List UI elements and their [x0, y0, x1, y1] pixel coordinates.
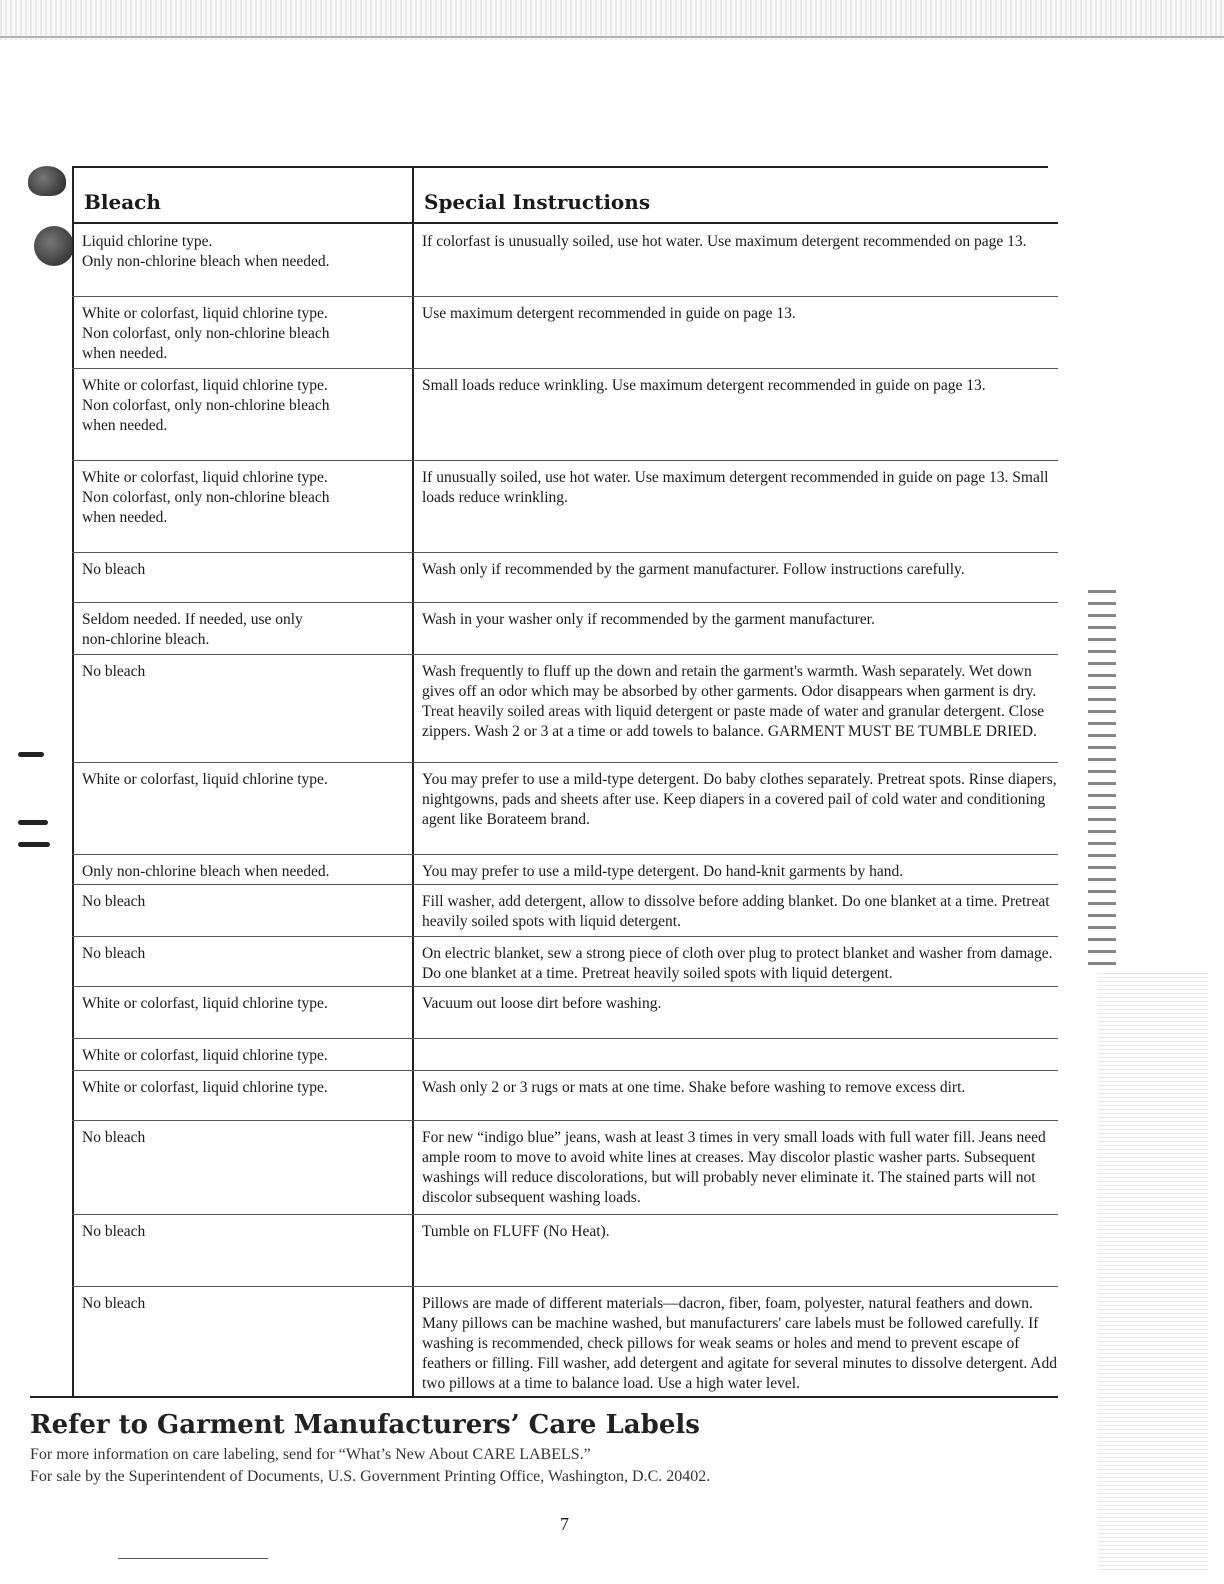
bleach-cell: No bleach — [82, 663, 146, 680]
bleach-cell: White or colorfast, liquid chlorine type. — [82, 1047, 328, 1064]
page-number: 7 — [560, 1514, 569, 1534]
bleach-cell: White or colorfast, liquid chlorine type. Non colorfast, only non-chlorine bleach when needed. — [82, 305, 330, 362]
table-row — [72, 1038, 1058, 1071]
bleach-cell: White or colorfast, liquid chlorine type. Non colorfast, only non-chlorine bleach when needed. — [82, 377, 330, 434]
table-row — [72, 224, 1058, 297]
special-cell: Fill washer, add detergent, allow to dissolve before adding blanket. Do one blanket at a time. Pretreat heavily soiled spots with liquid detergent. — [422, 893, 1050, 930]
special-cell: Wash only 2 or 3 rugs or mats at one time. Shake before washing to remove excess dirt. — [422, 1079, 966, 1096]
scan-artifact-right-noise — [1098, 970, 1208, 1570]
bleach-cell: No bleach — [82, 1129, 146, 1146]
special-cell: If unusually soiled, use hot water. Use maximum detergent recommended in guide on page 13. Small loads reduce wrinkling. — [422, 469, 1049, 506]
table-row — [72, 884, 1058, 937]
bleach-cell: White or colorfast, liquid chlorine type. Non colorfast, only non-chlorine bleach when needed. — [82, 469, 330, 526]
special-cell: Wash frequently to fluff up the down and retain the garment's warmth. Wash separately. Wet down gives off an odor which may be absorbed by other garments. Odor disappears when garment is dry. Treat heavily soiled areas with liquid detergent or paste made of water and granular detergent. Close zippers. Wash 2 or 3 at a time or add towels to balance. GARMENT MUST BE TUMBLE DRIED. — [422, 663, 1045, 740]
bleach-cell: Seldom needed. If needed, use only non-chlorine bleach. — [82, 611, 303, 648]
header-bleach: Bleach — [84, 190, 161, 214]
bleach-cell: Only non-chlorine bleach when needed. — [82, 863, 330, 880]
scan-artifact-right-marks — [1088, 590, 1116, 970]
special-cell: Vacuum out loose dirt before washing. — [422, 995, 662, 1012]
special-cell: Tumble on FLUFF (No Heat). — [422, 1223, 610, 1240]
bleach-cell: No bleach — [82, 893, 146, 910]
special-cell: You may prefer to use a mild-type detergent. Do baby clothes separately. Pretreat spots. Rinse diapers, nightgowns, pads and sheets after use. Keep diapers in a covered pail of cold water and conditioning agent like Borateem brand. — [422, 771, 1057, 828]
special-cell: Small loads reduce wrinkling. Use maximum detergent recommended in guide on page 13. — [422, 377, 986, 394]
bleach-cell: No bleach — [82, 1223, 146, 1240]
header-special-instructions: Special Instructions — [424, 190, 651, 214]
table-row — [72, 368, 1058, 461]
table-top-rule — [72, 166, 1048, 168]
bottom-rule — [118, 1558, 268, 1559]
special-cell: You may prefer to use a mild-type detergent. Do hand-knit garments by hand. — [422, 863, 904, 880]
table-row — [72, 460, 1058, 553]
bleach-cell: White or colorfast, liquid chlorine type. — [82, 1079, 328, 1096]
scan-edge-mark — [18, 752, 44, 757]
table-row — [72, 854, 1058, 885]
bleach-cell: Liquid chlorine type. Only non-chlorine bleach when needed. — [82, 233, 330, 270]
table-row — [72, 986, 1058, 1039]
table-row — [72, 1070, 1058, 1121]
special-cell: Pillows are made of different materials—dacron, fiber, foam, polyester, natural feathers and down. Many pillows can be machine washed, but manufacturers' care labels must be followed carefully. If washing is recommended, check pillows for weak seams or holes and mend to prevent escape of feathers or filling. Fill washer, add detergent and agitate for several minutes to dissolve detergent. Add two pillows at a time to balance load. Use a high water level. — [422, 1295, 1057, 1392]
table-row — [72, 1120, 1058, 1215]
bleach-cell: White or colorfast, liquid chlorine type. — [82, 771, 328, 788]
footer-care-labels-note: For more information on care labeling, send for “What’s New About CARE LABELS.” — [30, 1446, 591, 1463]
table-row — [72, 552, 1058, 603]
care-table — [50, 166, 1058, 1398]
table-bottom-rule — [30, 1396, 1058, 1398]
table-row — [72, 654, 1058, 763]
special-cell: Use maximum detergent recommended in guide on page 13. — [422, 305, 796, 322]
bleach-cell: No bleach — [82, 1295, 146, 1312]
table-row — [72, 762, 1058, 855]
table-row — [72, 1286, 1058, 1396]
special-cell: Wash in your washer only if recommended by the garment manufacturer. — [422, 611, 875, 628]
bleach-cell: White or colorfast, liquid chlorine type. — [82, 995, 328, 1012]
footer-title: Refer to Garment Manufacturers’ Care Labels — [30, 1410, 700, 1440]
scan-edge-mark — [18, 842, 50, 847]
bleach-cell: No bleach — [82, 561, 146, 578]
table-row — [72, 1214, 1058, 1287]
table-row — [72, 936, 1058, 987]
footer-sale-note: For sale by the Superintendent of Documents, U.S. Government Printing Office, Washington, D.C. 20402. — [30, 1468, 711, 1485]
scan-edge-mark — [18, 820, 48, 825]
special-cell: On electric blanket, sew a strong piece of cloth over plug to protect blanket and washer from damage. Do one blanket at a time. Pretreat heavily soiled spots with liquid detergent. — [422, 945, 1053, 982]
scan-artifact-top — [0, 0, 1224, 40]
bleach-cell: No bleach — [82, 945, 146, 962]
table-row — [72, 602, 1058, 655]
special-cell: If colorfast is unusually soiled, use hot water. Use maximum detergent recommended on page 13. — [422, 233, 1027, 250]
special-cell: For new “indigo blue” jeans, wash at least 3 times in very small loads with full water fill. Jeans need ample room to move to avoid white lines at creases. May discolor plastic washer parts. Subsequent washings will reduce discolorations, but will probably never eliminate it. The stained parts will not discolor subsequent washing loads. — [422, 1129, 1046, 1206]
table-row — [72, 296, 1058, 369]
special-cell: Wash only if recommended by the garment manufacturer. Follow instructions carefully. — [422, 561, 965, 578]
